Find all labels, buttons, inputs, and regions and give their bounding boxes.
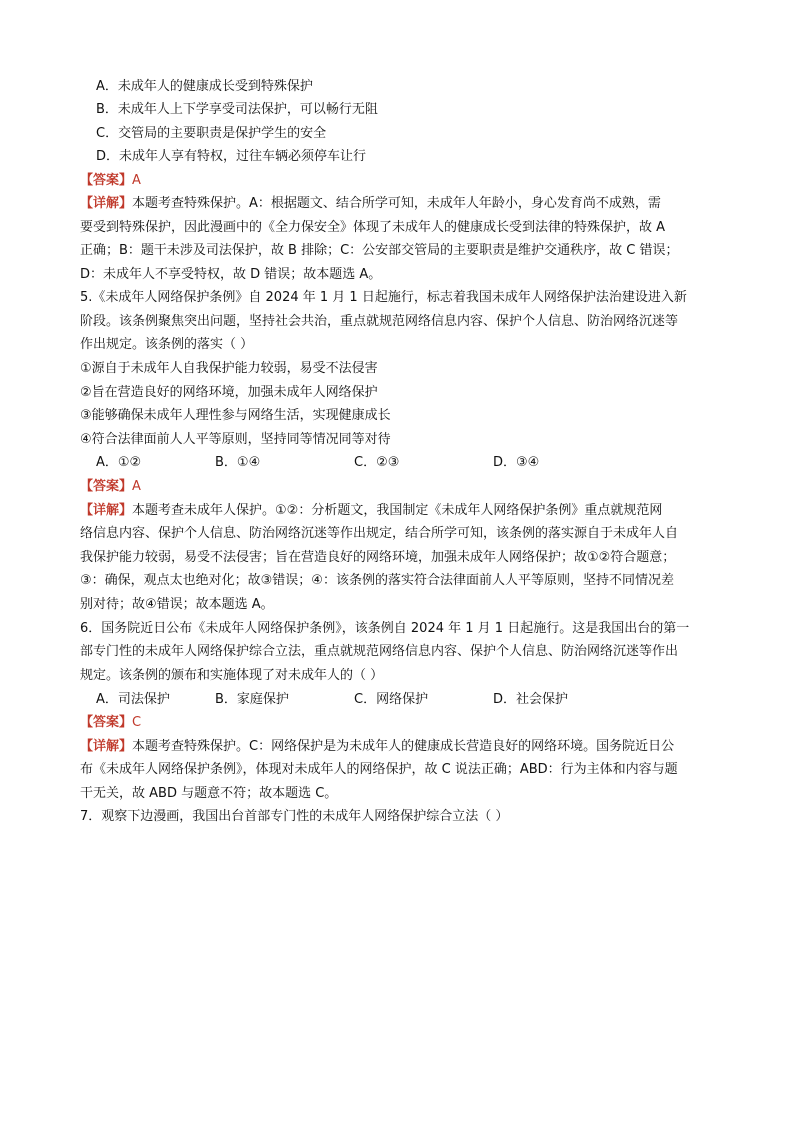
q6-choice-b: B．家庭保护 [215, 692, 289, 707]
answer-label: 【答案】 [80, 479, 133, 494]
q5-explain-line-4: ③：确保，观点太也绝对化；故③错误；④：该条例的落实符合法律面前人人平等原则，坚持不同情况差 [80, 573, 674, 588]
q6-choice-a: A．司法保护 [96, 692, 170, 707]
explain-text: 本题考查特殊保护。A：根据题文、结合所学可知，未成年人年龄小，身心发育尚不成熟，需 [132, 196, 661, 211]
q5-choice-c: C．②③ [354, 455, 400, 470]
q6-choice-d: D．社会保护 [493, 692, 569, 707]
q5-stem-line-2: 阶段。该条例聚焦突出问题，坚持社会共治，重点就规范网络信息内容、保护个人信息、防治网络沉迷等 [80, 314, 679, 329]
q5-stem-line-3: 作出规定。该条例的落实（ ） [80, 337, 254, 352]
q4-explain-line-2: 要受到特殊保护，因此漫画中的《全力保安全》体现了未成年人的健康成长受到法律的特殊保护，故 A [80, 220, 666, 235]
q4-option-b: B．未成年人上下学享受司法保护，可以畅行无阻 [96, 102, 378, 117]
q5-item-2: ②旨在营造良好的网络环境，加强未成年人网络保护 [80, 385, 378, 400]
q6-choice-c: C．网络保护 [354, 692, 429, 707]
explain-label: 【详解】 [80, 196, 133, 211]
q7-stem: 7．观察下边漫画，我国出台首部专门性的未成年人网络保护综合立法（ ） [80, 809, 509, 824]
q6-stem-line-3: 规定。该条例的颁布和实施体现了对未成年人的（ ） [80, 668, 384, 683]
q5-explain-line-5: 别对待；故④错误；故本题选 A。 [80, 597, 274, 612]
answer-label: 【答案】 [80, 715, 133, 730]
q4-explain-line-1 [80, 196, 661, 212]
q6-explain-line-1 [80, 739, 674, 755]
q4-explain-line-4: D：未成年人不享受特权，故 D 错误；故本题选 A。 [80, 267, 382, 282]
q6-stem-line-1: 6．国务院近日公布《未成年人网络保护条例》，该条例自 2024 年 1 月 1 日起施行。这是我国出台的第一 [80, 621, 690, 636]
explain-label: 【详解】 [80, 503, 133, 518]
q6-explain-line-3: 干无关，故 ABD 与题意不符；故本题选 C。 [80, 786, 338, 801]
q6-stem-line-2: 部专门性的未成年人网络保护综合立法，重点就规范网络信息内容、保护个人信息、防治网络沉迷等作出 [80, 644, 679, 659]
q5-explain-line-1 [80, 503, 662, 519]
answer-label: 【答案】 [80, 173, 133, 188]
q5-choice-a: A．①② [96, 455, 142, 470]
q5-explain-line-2: 络信息内容、保护个人信息、防治网络沉迷等作出规定，结合所学可知，该条例的落实源自于未成年人自 [80, 526, 679, 541]
q4-option-d: D．未成年人享有特权，过往车辆必须停车让行 [96, 149, 367, 164]
q5-stem-line-1: 5.《未成年人网络保护条例》自 2024 年 1 月 1 日起施行，标志着我国未成年人网络保护法治建设进入新 [80, 290, 687, 305]
q5-choice-d: D．③④ [493, 455, 540, 470]
answer-value: C [132, 715, 142, 730]
q5-item-1: ①源自于未成年人自我保护能力较弱，易受不法侵害 [80, 361, 378, 376]
explain-text: 本题考查特殊保护。C：网络保护是为未成年人的健康成长营造良好的网络环境。国务院近日公 [132, 739, 675, 754]
explain-label: 【详解】 [80, 739, 133, 754]
q4-option-c: C．交管局的主要职责是保护学生的安全 [96, 126, 327, 141]
q4-answer [80, 173, 141, 189]
q4-explain-line-3: 正确；B：题干未涉及司法保护，故 B 排除；C：公安部交管局的主要职责是维护交通秩序，故 C 错误； [80, 243, 679, 258]
q5-explain-line-3: 我保护能力较弱，易受不法侵害；旨在营造良好的网络环境，加强未成年人网络保护；故①②符合题意； [80, 550, 676, 565]
q6-answer [80, 715, 141, 731]
q5-item-3: ③能够确保未成年人理性参与网络生活，实现健康成长 [80, 408, 391, 423]
q5-answer [80, 479, 141, 495]
answer-value: A [132, 173, 141, 188]
answer-value: A [132, 479, 141, 494]
q5-item-4: ④符合法律面前人人平等原则，坚持同等情况同等对待 [80, 432, 391, 447]
explain-text: 本题考查未成年人保护。①②：分析题文，我国制定《未成年人网络保护条例》重点就规范网 [132, 503, 663, 518]
q4-option-a: A．未成年人的健康成长受到特殊保护 [96, 79, 313, 94]
q5-choice-b: B．①④ [215, 455, 261, 470]
q6-explain-line-2: 布《未成年人网络保护条例》，体现对未成年人的网络保护，故 C 说法正确；ABD：行为主体和内容与题 [80, 762, 678, 777]
